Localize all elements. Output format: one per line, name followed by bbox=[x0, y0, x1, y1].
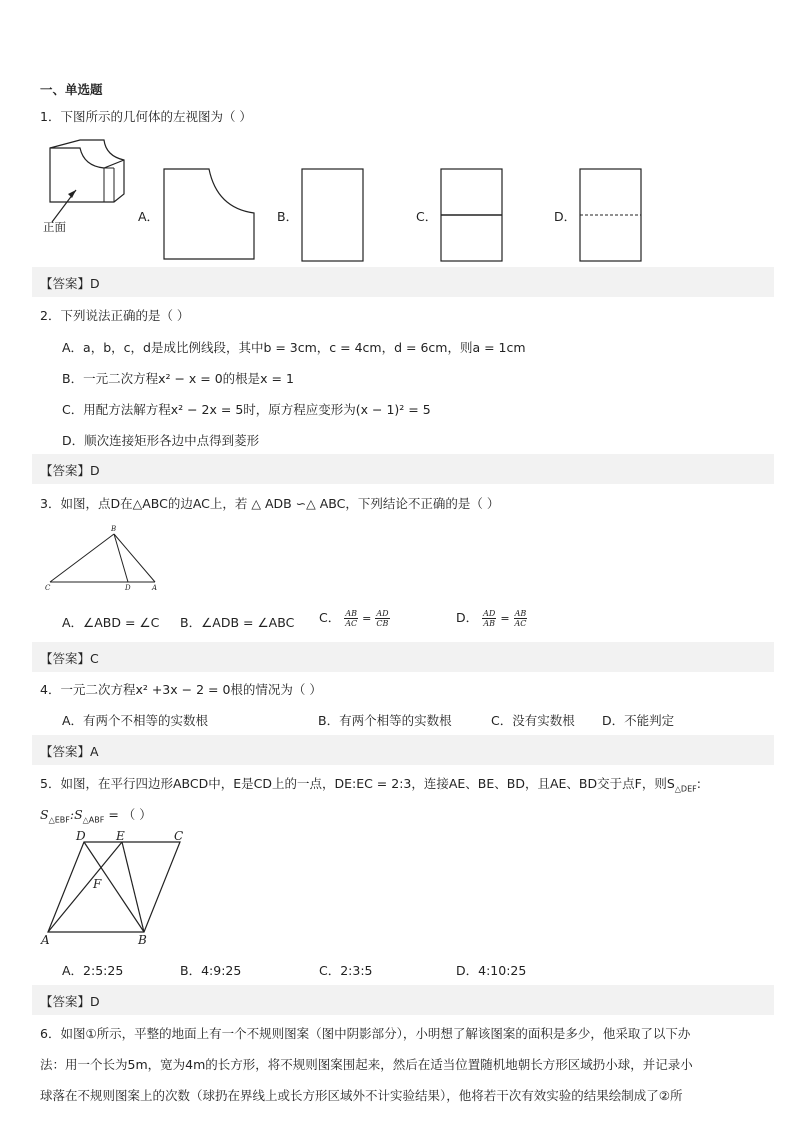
question-6-line1: 6．如图①所示，平整的地面上有一个不规则图案（图中阴影部分），小明想了解该图案的面积是多少，他采取了以下办 bbox=[40, 1026, 691, 1041]
q2-option-c: C．用配方法解方程x² − 2x = 5时，原方程应变形为(x − 1)² = 5 bbox=[62, 402, 431, 417]
answer-bar-5 bbox=[32, 985, 774, 1015]
q3-option-d: D． $\frac{AD}{AB}$ = $\frac{AB}{AC}$ bbox=[456, 609, 527, 628]
question-1-stem: 1．下图所示的几何体的左视图为（ ） bbox=[40, 109, 252, 124]
q5-parallelogram-figure bbox=[38, 830, 198, 948]
q3-triangle-figure bbox=[42, 524, 166, 592]
q1-option-a-figure bbox=[163, 168, 255, 260]
q1-option-b-figure bbox=[301, 168, 364, 262]
question-4-stem: 4．一元二次方程x² +3x − 2 = 0根的情况为（ ） bbox=[40, 682, 322, 697]
q5-label-e: E bbox=[116, 829, 125, 843]
q3-option-a: A．∠ABD = ∠C bbox=[62, 615, 160, 630]
q3-option-c-frac-right: $\frac{AD}{CB}$ bbox=[376, 609, 389, 628]
q5-label-d: D bbox=[76, 829, 86, 843]
q5-label-a: A bbox=[41, 933, 50, 947]
question-5-stem-line2: $S_{\triangle EBF}:S_{\triangle ABF}$ = （ ） bbox=[40, 807, 152, 825]
q4-option-b: B．有两个相等的实数根 bbox=[318, 713, 452, 728]
q3-option-b: B．∠ADB = ∠ABC bbox=[180, 615, 295, 630]
answer-bar-4 bbox=[32, 735, 774, 765]
q3-label-c: C bbox=[45, 584, 51, 592]
q3-label-d: D bbox=[125, 584, 131, 592]
q4-option-d: D．不能判定 bbox=[602, 713, 675, 728]
q1-option-a-label: A． bbox=[138, 209, 160, 224]
q3-option-d-frac-right: $\frac{AB}{AC}$ bbox=[514, 609, 527, 628]
question-2-stem: 2．下列说法正确的是（ ） bbox=[40, 308, 190, 323]
answer-bar-1 bbox=[32, 267, 774, 297]
q3-option-c: C． $\frac{AB}{AC}$ = $\frac{AD}{CB}$ bbox=[319, 609, 389, 628]
q1-option-c-label: C． bbox=[416, 209, 438, 224]
answer-5: 【答案】D bbox=[40, 994, 100, 1009]
q2-option-a: A．a，b，c，d是成比例线段，其中b = 3cm，c = 4cm，d = 6cm，则a = 1cm bbox=[62, 340, 526, 355]
q2-option-d: D．顺次连接矩形各边中点得到菱形 bbox=[62, 433, 260, 448]
q5-label-b: B bbox=[138, 933, 147, 947]
answer-1: 【答案】D bbox=[40, 276, 100, 291]
q4-option-c: C．没有实数根 bbox=[491, 713, 575, 728]
q2-option-b: B．一元二次方程x² − x = 0的根是x = 1 bbox=[62, 371, 294, 386]
q5-option-d: D．4:10:25 bbox=[456, 963, 527, 978]
q3-option-c-frac-left: $\frac{AB}{AC}$ bbox=[345, 609, 358, 628]
q5-option-b: B．4:9:25 bbox=[180, 963, 242, 978]
front-label: 正面 bbox=[43, 220, 66, 234]
q3-option-d-frac-left: $\frac{AD}{AB}$ bbox=[483, 609, 496, 628]
section-title: 一、单选题 bbox=[40, 82, 103, 97]
answer-2: 【答案】D bbox=[40, 463, 100, 478]
q4-option-a: A．有两个不相等的实数根 bbox=[62, 713, 209, 728]
question-5-stem-line1: 5．如图，在平行四边形ABCD中，E是CD上的一点，DE:EC = 2:3，连接AE、BE、BD，且AE、BD交于点F，则$S_{\triangle DEF}$: bbox=[40, 776, 701, 794]
question-6-line3: 球落在不规则图案上的次数（球扔在界线上或长方形区域外不计实验结果），他将若干次有效实验的结果绘制成了②所 bbox=[40, 1088, 683, 1103]
q3-option-c-label: C． bbox=[319, 610, 341, 625]
question-3-stem: 3．如图，点D在△ABC的边AC上，若 △ ADB ∽△ ABC，下列结论不正确的是（ ） bbox=[40, 496, 500, 511]
q3-label-a: A bbox=[152, 584, 158, 592]
answer-3: 【答案】C bbox=[40, 651, 99, 666]
q5-option-c: C．2:3:5 bbox=[319, 963, 373, 978]
answer-4: 【答案】A bbox=[40, 744, 99, 759]
q3-option-d-label: D． bbox=[456, 610, 479, 625]
question-6-line2: 法：用一个长为5m，宽为4m的长方形，将不规则图案围起来，然后在适当位置随机地朝长方形区域扔小球，并记录小 bbox=[40, 1057, 693, 1072]
q1-option-b-label: B． bbox=[277, 209, 299, 224]
q5-label-f: F bbox=[93, 877, 102, 891]
q1-option-d-label: D． bbox=[554, 209, 577, 224]
answer-bar-2 bbox=[32, 454, 774, 484]
q5-option-a: A．2:5:25 bbox=[62, 963, 124, 978]
q1-option-c-figure bbox=[440, 168, 503, 262]
q3-label-b: B bbox=[111, 525, 117, 533]
q5-label-c: C bbox=[174, 829, 184, 843]
answer-bar-3 bbox=[32, 642, 774, 672]
q1-option-d-figure bbox=[579, 168, 642, 262]
